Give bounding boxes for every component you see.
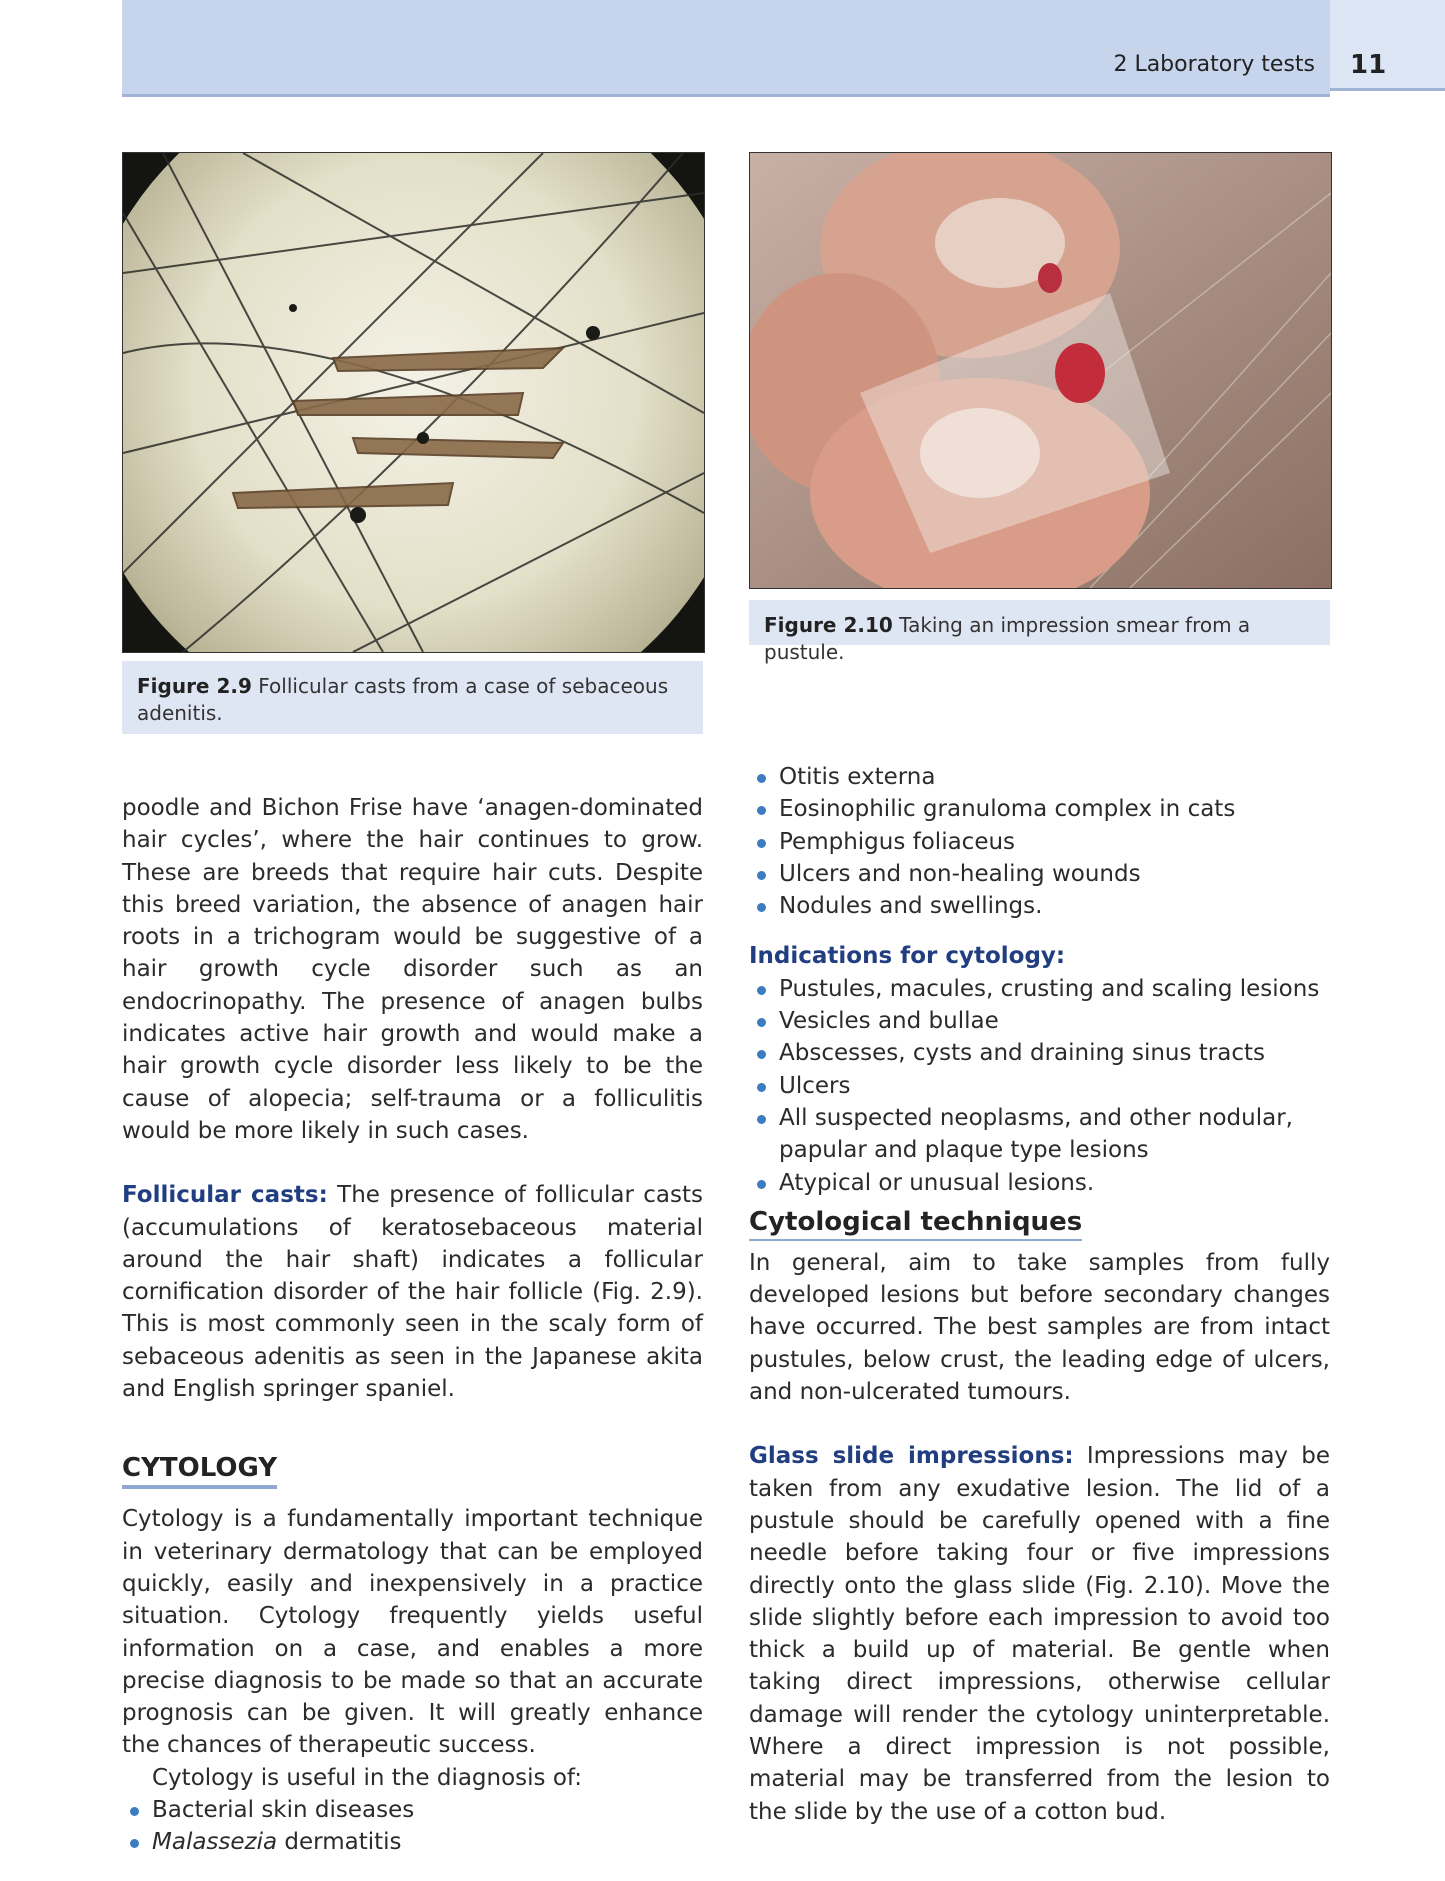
impression-smear-image bbox=[750, 153, 1331, 588]
follicular-casts-paragraph bbox=[122, 1179, 703, 1405]
header-band bbox=[122, 0, 1330, 97]
diagnosis-list-left bbox=[122, 1794, 703, 1859]
cytology-heading: CYTOLOGY bbox=[122, 1451, 277, 1489]
figure-2-9-caption bbox=[122, 661, 703, 734]
microscope-image bbox=[123, 153, 704, 652]
list-item: Pustules, macules, crusting and scaling lesions bbox=[749, 973, 1330, 1005]
cytological-techniques-heading: Cytological techniques bbox=[749, 1205, 1082, 1241]
glass-slide-text: Impressions may be taken from any exudative lesion. The lid of a pustule should be carefully opened with a fine needle before taking four or five impressions directly onto the glass slide (Fig. 2.10). Move the slide slightly before each impression to avoid too thick a build up of material. Be gentle when taking direct impressions, otherwise cellular damage will render the cytology uninterpretable. Where a direct impression is not possible, material may be transferred from the lesion to the slide by the use of a cotton bud. bbox=[749, 1443, 1331, 1825]
figure-2-10-caption-text: Taking an impression smear from a pustule. bbox=[764, 613, 1251, 664]
list-item: Eosinophilic granuloma complex in cats bbox=[749, 793, 1330, 825]
follicular-casts-text: The presence of follicular casts (accumulations of keratosebaceous material around the hair shaft) indicates a follicular cornification disorder of the hair follicle (Fig. 2.9). This is most commonly seen in the scaly form of sebaceous adenitis as seen in the Japanese akita and English springer spaniel. bbox=[122, 1182, 703, 1403]
list-item: Abscesses, cysts and draining sinus tracts bbox=[749, 1037, 1330, 1069]
cytology-paragraph: Cytology is a fundamentally important technique in veterinary dermatology that can be employed quickly, easily and inexpensively in a practice situation. Cytology frequently yields useful information on a case, and enables a more precise diagnosis to be made so that an accurate prognosis can be given. It will greatly enhance the chances of therapeutic success. bbox=[122, 1506, 703, 1759]
cytology-useful-intro: Cytology is useful in the diagnosis of: bbox=[152, 1764, 582, 1791]
figure-2-9-label: Figure 2.9 bbox=[137, 674, 252, 698]
figure-2-10-label: Figure 2.10 bbox=[764, 613, 893, 637]
diagnosis-list-right bbox=[749, 761, 1330, 922]
list-item: Atypical or unusual lesions. bbox=[749, 1167, 1330, 1199]
follicular-casts-lead: Follicular casts: bbox=[122, 1182, 328, 1209]
list-item: Vesicles and bullae bbox=[749, 1005, 1330, 1037]
right-column bbox=[749, 761, 1330, 1828]
indications-list bbox=[749, 973, 1330, 1199]
figure-2-9-photo bbox=[122, 152, 705, 653]
running-head: 2 Laboratory tests bbox=[1113, 52, 1315, 77]
left-column bbox=[122, 792, 703, 1859]
list-item: Otitis externa bbox=[749, 761, 1330, 793]
list-item: Nodules and swellings. bbox=[749, 890, 1330, 922]
figure-2-9-caption-text: Follicular casts from a case of sebaceous adenitis. bbox=[137, 674, 669, 725]
page-number: 11 bbox=[1350, 50, 1387, 80]
list-item: Ulcers bbox=[749, 1070, 1330, 1102]
techniques-paragraph: In general, aim to take samples from fully developed lesions but before secondary changes have occurred. The best samples are from intact pustules, below crust, the leading edge of ulcers, and non-ulcerated tumours. bbox=[749, 1249, 1330, 1406]
list-item: Bacterial skin diseases bbox=[122, 1794, 703, 1826]
list-item bbox=[122, 1826, 703, 1858]
malassezia-suffix: dermatitis bbox=[277, 1829, 402, 1856]
figure-2-10-photo bbox=[749, 152, 1332, 589]
list-item: Pemphigus foliaceus bbox=[749, 826, 1330, 858]
list-item: Ulcers and non-healing wounds bbox=[749, 858, 1330, 890]
figure-2-10-caption bbox=[749, 600, 1330, 664]
glass-slide-lead: Glass slide impressions: bbox=[749, 1443, 1074, 1470]
glass-slide-paragraph bbox=[749, 1440, 1330, 1828]
header-page-tab bbox=[1330, 0, 1445, 91]
malassezia-term: Malassezia bbox=[152, 1829, 278, 1856]
indications-heading: Indications for cytology: bbox=[749, 943, 1066, 970]
list-item: All suspected neoplasms, and other nodular, papular and plaque type lesions bbox=[749, 1102, 1330, 1167]
trichogram-paragraph: poodle and Bichon Frise have ‘anagen-dominated hair cycles’, where the hair continues to grow. These are breeds that require hair cuts. Despite this breed variation, the absence of anagen hair roots in a trichogram would be suggestive of a hair growth cycle disorder such as an endocrinopathy. The presence of anagen bulbs indicates active hair growth and would make a hair growth cycle disorder less likely to be the cause of alopecia; self-trauma or a folliculitis would be more likely in such cases. bbox=[122, 795, 703, 1144]
